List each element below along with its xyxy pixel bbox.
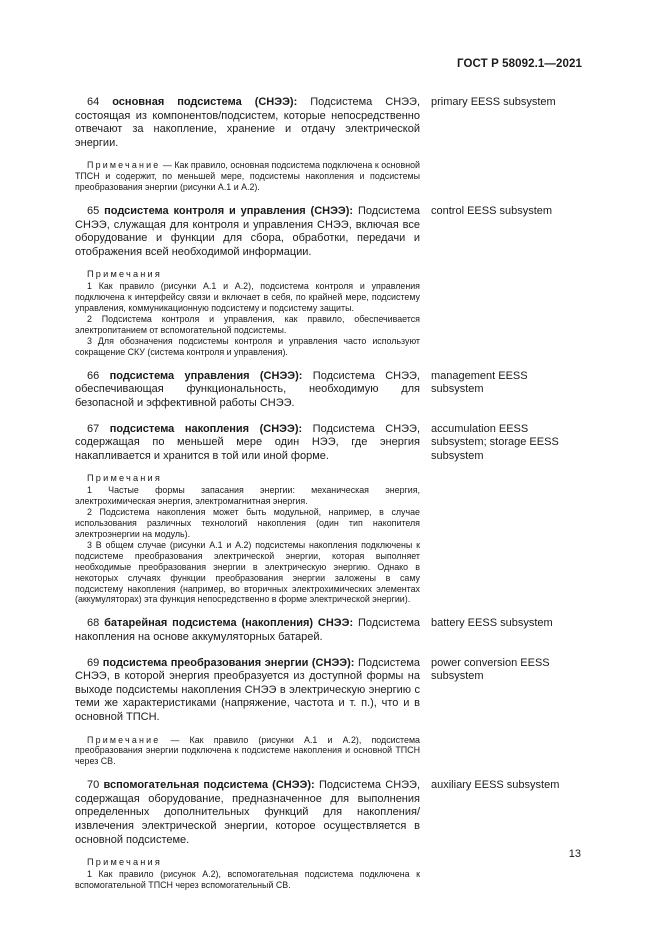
english-equivalent: control EESS subsystem: [431, 205, 553, 218]
term-definition: 65 подсистема контроля и управления (СНЭЭ): Подсистема СНЭЭ, служащая для контроля и управления СНЭЭ, включая все оборудование и функции для сбора, обработки, передачи и отображения всей необходимой информации.: [75, 205, 421, 258]
note-item: 1 Как правило (рисунок А.2), вспомогательная подсистема подключена к вспомогательной ТПСН через вспомогательный СВ.: [75, 869, 420, 891]
note: Примечание — Как правило, основная подсистема подключена к основной ТПСН и содержит, по меньшей мере, подсистемы накопления и подсистемы преобразования энергии (рисунки А.1 и А.2).: [75, 160, 420, 193]
note-item: 1 Как правило (рисунки А.1 и А.2), подсистема контроля и управления подключена к интерфейсу связи и включает в себя, по крайней мере, подсистему управления, коммуникационную подсистему и подсистему защиты.: [75, 281, 420, 314]
note: Примечание — Как правило (рисунки А.1 и А.2), подсистема преобразования энергии подключена к подсистеме накопления и основной ТПСН через СВ.: [75, 734, 420, 767]
term-entry-66: [75, 370, 585, 411]
term-name: подсистема накопления (СНЭЭ):: [109, 422, 303, 435]
term-definition: 66 подсистема управления (СНЭЭ): Подсистема СНЭЭ, обеспечивающая функциональность, необходимую для безопасной и эффективной работы СНЭЭ.: [75, 369, 420, 409]
english-equivalent: accumulation EESS subsystem; storage EESS subsystem: [431, 422, 559, 462]
term-name: батарейная подсистема (накопления) СНЭЭ:: [104, 617, 354, 630]
english-equivalent: auxiliary EESS subsystem: [431, 779, 560, 792]
term-name: подсистема контроля и управления (СНЭЭ):: [104, 205, 354, 218]
term-entry-67: [75, 423, 585, 606]
term-definition: 70 вспомогательная подсистема (СНЭЭ): Подсистема СНЭЭ, содержащая оборудование, предназначенное для выполнения определенных дополнительных функций для накопления/извлечения электрической энергии, которое осуществляется в основной подсистеме.: [75, 779, 421, 846]
term-entry-68: [75, 617, 585, 644]
page-number: 13: [568, 848, 581, 860]
term-entry-64: [75, 96, 585, 193]
term-entry-70: [75, 779, 585, 891]
note-item: 3 Для обозначения подсистемы контроля и управления часто используют сокращение СКУ (система контроля и управления).: [75, 336, 420, 357]
term-definition: 67 подсистема накопления (СНЭЭ): Подсистема СНЭЭ, содержащая по меньшей мере один НЭЭ, где энергия накапливается и хранится в той или иной форме.: [75, 422, 421, 462]
term-definition: 69 подсистема преобразования энергии (СНЭЭ): Подсистема СНЭЭ, в которой энергия преобразуется из доступной формы на выходе подсистемы накопления СНЭЭ в электрическую энергию с теми же характеристиками (напряжение, частота и т. п.), что и в основной ТПСН.: [75, 656, 421, 723]
term-name: вспомогательная подсистема (СНЭЭ):: [103, 779, 315, 792]
english-equivalent: primary EESS subsystem: [431, 96, 556, 108]
notes-heading: Примечания: [87, 857, 163, 868]
english-equivalent: battery EESS subsystem: [431, 617, 553, 630]
standard-header: ГОСТ Р 58092.1—2021: [457, 58, 582, 70]
notes-heading: Примечания: [87, 269, 163, 280]
term-entry-69: [75, 657, 585, 768]
note-item: 2 Подсистема контроля и управления, как правило, обеспечивается электропитанием от вспомогательной подсистемы.: [75, 314, 420, 336]
term-name: основная подсистема (СНЭЭ):: [112, 96, 298, 108]
note-item: 3 В общем случае (рисунки А.1 и А.2) подсистемы накопления подключены к подсистеме преобразования электрической энергии, которая выполняет необходимые преобразования энергии в электрическую энергию. Однако в некоторых случаях функции преобразования энергии заложены в саму подсистему накопления (например, во вторичных электрохимических элементах (аккумуляторах) эта функция непосредственно в форме электрической энергии).: [75, 539, 420, 605]
term-name: подсистема преобразования энергии (СНЭЭ):: [102, 656, 355, 669]
term-name: подсистема управления (СНЭЭ):: [109, 369, 303, 382]
term-definition: 68 батарейная подсистема (накопления) СНЭЭ: Подсистема накопления на основе аккумуляторных батарей.: [75, 617, 421, 643]
english-equivalent: power conversion EESS subsystem: [431, 656, 550, 683]
term-definition: 64 основная подсистема (СНЭЭ): Подсистема СНЭЭ, состоящая из компонентов/подсистем, которые непосредственно отвечают за накопление, хранение и отдачу электрической энергии.: [75, 96, 421, 149]
note-item: 2 Подсистема накопления может быть модульной, например, в случае использования различных технологий накопления (один тип накопителя электроэнергии на модуль).: [75, 507, 420, 539]
notes-heading: Примечания: [87, 473, 163, 484]
english-equivalent: management EESS subsystem: [431, 369, 528, 396]
terms-list: [75, 96, 585, 891]
note-item: 1 Частые формы запасания энергии: механическая энергия, электрохимическая энергия, электромагнитная энергия.: [75, 485, 420, 507]
term-entry-65: [75, 205, 585, 358]
